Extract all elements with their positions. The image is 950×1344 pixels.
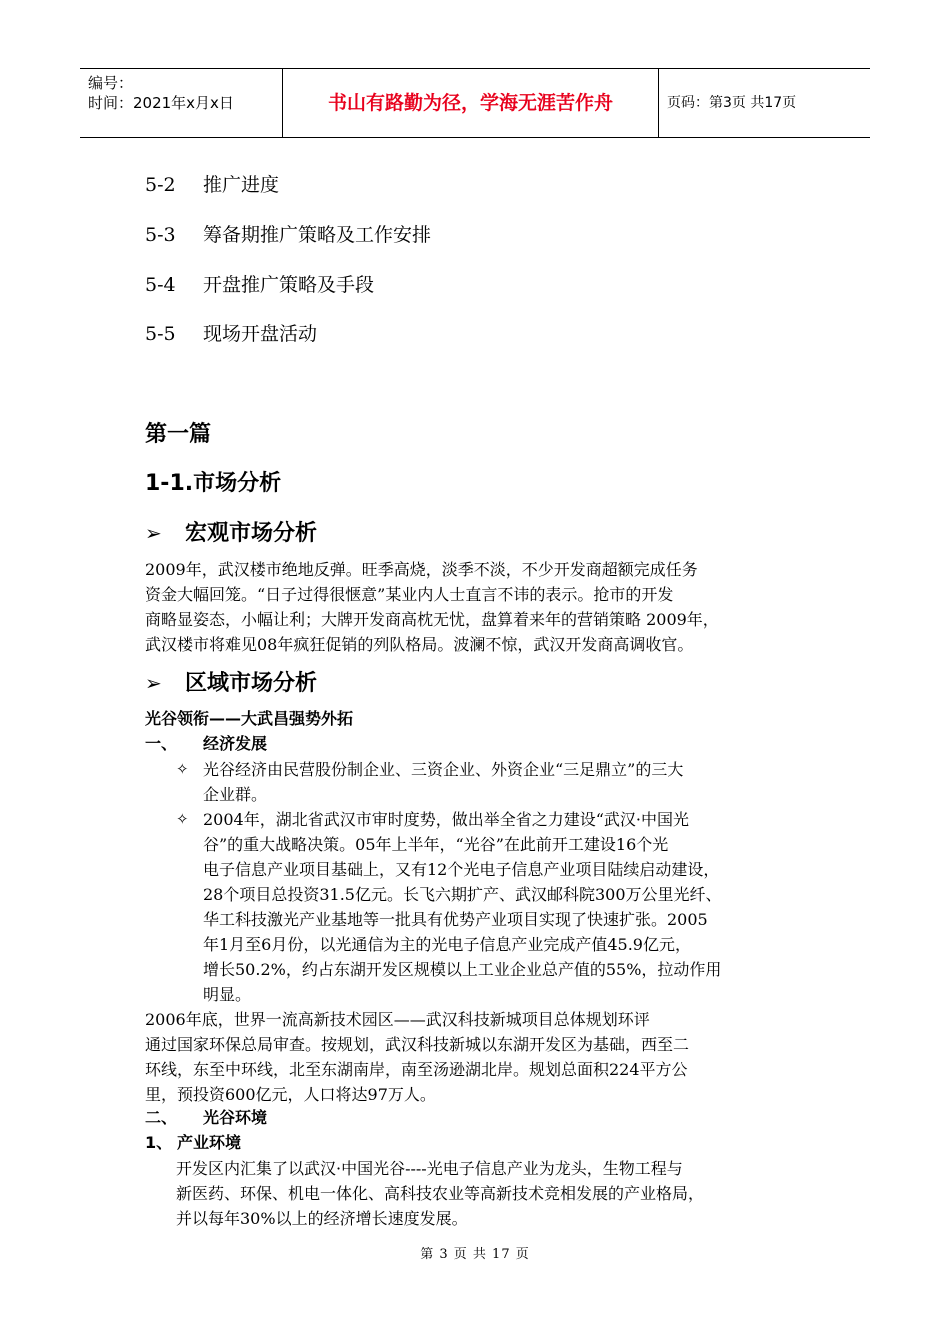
regional-subtitle: 光谷领衔——大武昌强势外拓 (145, 709, 354, 728)
toc-item (145, 272, 374, 298)
bullet-item (176, 807, 722, 1007)
regional-heading (145, 668, 317, 699)
toc-item (145, 222, 431, 248)
page-header (80, 68, 870, 138)
bullet-line: 年1月至6月份，以光通信为主的光电子信息产业完成产值45.9亿元， (203, 935, 691, 954)
econ-heading (145, 733, 267, 755)
bullet-line: 企业群。 (203, 785, 268, 804)
header-meta (88, 73, 234, 113)
header-motto: 书山有路勤为径，学海无涯苦作舟 (327, 92, 613, 114)
paragraph-line: 环线，东至中环线，北至东湖南岸，南至汤逊湖北岸。规划总面积224平方公 (145, 1060, 688, 1079)
page-footer: 第 3 页 共 17 页 (420, 1247, 530, 1262)
paragraph-line: 2006年底，世界一流高新技术园区——武汉科技新城项目总体规划环评 (145, 1010, 650, 1029)
paragraph-line: 资金大幅回笼。“日子过得很惬意”某业内人士直言不讳的表示。抢市的开发 (145, 585, 674, 604)
serial-label: 编号： (88, 74, 134, 92)
paragraph-line: 里，预投资600亿元，人口将达97万人。 (145, 1085, 436, 1104)
macro-title: 宏观市场分析 (185, 521, 318, 546)
toc-title: 开盘推广策略及手段 (203, 274, 375, 296)
industry-number: 1、 (145, 1133, 173, 1152)
paragraph-line: 2009年，武汉楼市绝地反弹。旺季高烧，淡季不淡，不少开发商超额完成任务 (145, 560, 698, 579)
env-heading (145, 1107, 267, 1129)
env-title: 光谷环境 (203, 1108, 268, 1127)
econ-number: 一、 (145, 734, 178, 753)
arrow-bullet-icon: ➢ (145, 521, 162, 545)
toc-title: 筹备期推广策略及工作安排 (203, 224, 432, 246)
econ-title: 经济发展 (203, 734, 268, 753)
bullet-line: 2004年，湖北省武汉市审时度势，做出举全省之力建设“武汉·中国光 (203, 810, 689, 829)
toc-number: 5-2 (145, 174, 176, 196)
toc-number: 5-4 (145, 274, 176, 296)
macro-heading (145, 518, 317, 549)
toc-number: 5-3 (145, 224, 176, 246)
toc-title: 现场开盘活动 (203, 323, 318, 345)
diamond-bullet-icon: ✧ (176, 760, 189, 778)
section-title: 1-1.市场分析 (145, 471, 282, 496)
bullet-line: 光谷经济由民营股份制企业、三资企业、外资企业“三足鼎立”的三大 (203, 760, 684, 779)
paragraph-line: 通过国家环保总局审查。按规划，武汉科技新城以东湖开发区为基础，西至二 (145, 1035, 690, 1054)
industry-heading (145, 1132, 241, 1154)
paragraph-line: 并以每年30%以上的经济增长速度发展。 (176, 1209, 468, 1228)
toc-title: 推广进度 (203, 174, 280, 196)
part-title: 第一篇 (145, 422, 212, 447)
env-number: 二、 (145, 1108, 178, 1127)
industry-paragraph (176, 1156, 704, 1231)
industry-title: 产业环境 (177, 1133, 242, 1152)
date-label: 时间：2021年x月x日 (88, 94, 234, 112)
paragraph-line: 商略显姿态，小幅让利；大牌开发商高枕无忧，盘算着来年的营销策略 2009年， (145, 610, 719, 629)
regional-title: 区域市场分析 (185, 671, 318, 696)
bullet-line: 28个项目总投资31.5亿元。长飞六期扩产、武汉邮科院300万公里光纤、 (203, 885, 722, 904)
bullet-line: 电子信息产业项目基础上，又有12个光电子信息产业项目陆续启动建设， (203, 860, 720, 879)
paragraph-line: 新医药、环保、机电一体化、高科技农业等高新技术竞相发展的产业格局， (176, 1184, 705, 1203)
paragraph-line: 武汉楼市将难见08年疯狂促销的列队格局。波澜不惊，武汉开发商高调收官。 (145, 635, 694, 654)
bullet-line: 华工科技激光产业基地等一批具有优势产业项目实现了快速扩张。2005 (203, 910, 708, 929)
toc-number: 5-5 (145, 323, 176, 345)
bullet-line: 明显。 (203, 985, 252, 1004)
header-page-number: 页码：第3页 共17页 (667, 95, 797, 111)
macro-paragraph (145, 557, 719, 657)
arrow-bullet-icon: ➢ (145, 671, 162, 695)
bullet-item (176, 757, 683, 807)
bullet-line: 增长50.2%，约占东湖开发区规模以上工业企业总产值的55%，拉动作用 (203, 960, 722, 979)
toc-item (145, 172, 279, 198)
paragraph-2006 (145, 1007, 689, 1107)
toc-item (145, 321, 317, 347)
header-divider (658, 69, 659, 137)
diamond-bullet-icon: ✧ (176, 810, 189, 828)
bullet-line: 谷”的重大战略决策。05年上半年，“光谷”在此前开工建设16个光 (203, 835, 669, 854)
paragraph-line: 开发区内汇集了以武汉·中国光谷----光电子信息产业为龙头，生物工程与 (176, 1159, 683, 1178)
